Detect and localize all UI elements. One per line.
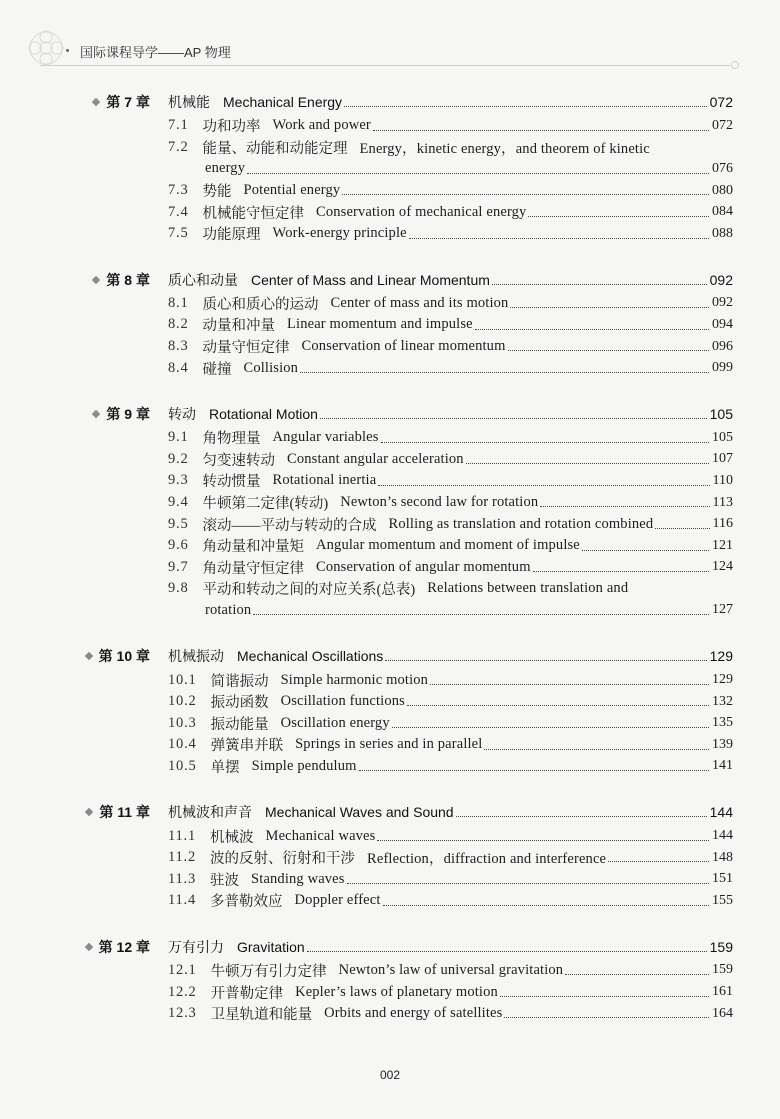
chapter-title-en: Gravitation bbox=[237, 938, 305, 955]
dot-leader bbox=[540, 506, 709, 507]
dot-leader bbox=[407, 705, 709, 706]
dot-leader bbox=[456, 816, 707, 817]
chapter-heading bbox=[0, 267, 780, 293]
chapter-number: 第 9 章 bbox=[106, 405, 150, 422]
section-page-number: 116 bbox=[712, 516, 733, 532]
section-title-cn: 功能原理 bbox=[202, 227, 261, 244]
section-page-number: 129 bbox=[712, 672, 733, 688]
chapter-page-number: 105 bbox=[709, 405, 733, 422]
section-title-en: Work and power bbox=[272, 117, 371, 134]
toc-entry bbox=[0, 756, 780, 778]
section-title-en: Simple harmonic motion bbox=[280, 671, 429, 688]
dot-leader bbox=[528, 216, 709, 217]
flower-ornament-icon bbox=[26, 28, 66, 68]
chapter-block bbox=[0, 799, 780, 911]
dot-leader bbox=[359, 770, 709, 771]
section-number: 9.8 bbox=[168, 580, 189, 597]
section-title-en: Rolling as translation and rotation combined bbox=[388, 515, 654, 532]
section-number: 9.3 bbox=[168, 472, 189, 489]
section-title-cn: 角动量和冲量矩 bbox=[202, 539, 305, 556]
dot-leader bbox=[320, 418, 707, 419]
dot-leader bbox=[504, 1017, 709, 1018]
dot-leader bbox=[381, 442, 709, 443]
section-page-number: 159 bbox=[712, 962, 733, 978]
chapter-number: 第 12 章 bbox=[98, 938, 150, 955]
toc-entry bbox=[0, 293, 780, 315]
section-title-en: Constant angular acceleration bbox=[287, 450, 464, 467]
section-title-en: Angular momentum and moment of impulse bbox=[316, 537, 580, 554]
chapter-label-group bbox=[78, 646, 150, 666]
chapter-title-cn: 机械波和声音 bbox=[168, 804, 252, 821]
section-page-number: 132 bbox=[712, 693, 733, 709]
section-title-cn: 角物理量 bbox=[202, 431, 261, 448]
section-title-cn: 驻波 bbox=[210, 872, 240, 889]
dot-leader bbox=[508, 350, 709, 351]
section-title-en: Energy，kinetic energy，and theorem of kinetic bbox=[359, 140, 650, 157]
section-page-number: 139 bbox=[712, 736, 733, 752]
section-title-en: Linear momentum and impulse bbox=[287, 316, 473, 333]
toc-entry bbox=[0, 137, 780, 159]
diamond-bullet-icon bbox=[92, 275, 100, 283]
section-title-cn: 振动函数 bbox=[210, 695, 269, 712]
chapter-block bbox=[0, 934, 780, 1025]
section-title-cn: 牛顿万有引力定律 bbox=[210, 963, 327, 980]
toc-entry bbox=[0, 470, 780, 492]
toc-entry bbox=[0, 180, 780, 202]
section-number: 10.5 bbox=[168, 757, 197, 774]
chapter-number: 第 11 章 bbox=[99, 804, 150, 821]
section-title-en: Rotational inertia bbox=[272, 472, 377, 489]
section-title-cn: 角动量守恒定律 bbox=[202, 560, 305, 577]
section-number: 9.2 bbox=[168, 450, 189, 467]
section-title-en: Center of mass and its motion bbox=[330, 294, 509, 311]
dot-leader bbox=[533, 571, 709, 572]
chapter-label-group bbox=[78, 802, 150, 822]
section-title-cn: 碰撞 bbox=[202, 361, 232, 378]
chapter-heading bbox=[0, 89, 780, 115]
rule-end-circle-icon bbox=[731, 61, 739, 69]
section-title-en: Orbits and energy of satellites bbox=[324, 1005, 503, 1022]
section-title-en: Mechanical waves bbox=[265, 827, 376, 844]
section-number: 9.4 bbox=[168, 494, 189, 511]
chapter-block bbox=[0, 643, 780, 777]
section-number: 8.1 bbox=[168, 294, 189, 311]
section-number: 7.3 bbox=[168, 182, 189, 199]
chapter-number: 第 8 章 bbox=[106, 271, 150, 288]
chapter-heading bbox=[0, 934, 780, 960]
toc-entry bbox=[0, 691, 780, 713]
toc-entry bbox=[0, 223, 780, 245]
chapter-title-en: Mechanical Energy bbox=[223, 94, 343, 110]
diamond-bullet-icon bbox=[84, 942, 92, 950]
section-page-number: 121 bbox=[712, 537, 733, 553]
chapter-heading bbox=[0, 401, 780, 427]
dot-leader bbox=[253, 614, 709, 615]
section-title-en: Collision bbox=[243, 359, 299, 376]
section-page-number: 144 bbox=[712, 828, 733, 844]
section-title-en: Conservation of linear momentum bbox=[301, 338, 506, 355]
section-page-number: 080 bbox=[712, 182, 733, 198]
section-page-number: 110 bbox=[712, 472, 733, 488]
chapter-title-cn: 万有引力 bbox=[168, 938, 224, 955]
toc-entry bbox=[0, 201, 780, 223]
section-title-cn: 动量和冲量 bbox=[202, 318, 276, 335]
toc-entry bbox=[0, 427, 780, 449]
section-page-number: 127 bbox=[712, 602, 733, 618]
section-title-cn: 机械能守恒定律 bbox=[202, 205, 305, 222]
dot-leader bbox=[565, 974, 709, 975]
toc-entry bbox=[0, 847, 780, 869]
chapter-number: 第 10 章 bbox=[98, 648, 150, 665]
dot-leader bbox=[307, 951, 707, 952]
section-title-en: Conservation of angular momentum bbox=[316, 558, 531, 575]
section-title-cn: 卫星轨道和能量 bbox=[210, 1007, 313, 1024]
section-title-cn: 波的反射、衍射和干涉 bbox=[210, 851, 356, 868]
toc-entry bbox=[0, 115, 780, 137]
dot-leader bbox=[377, 840, 709, 841]
section-number: 11.1 bbox=[168, 827, 197, 844]
toc-entry bbox=[0, 712, 780, 734]
section-page-number: 099 bbox=[712, 360, 733, 376]
bullet-dot-icon bbox=[66, 49, 69, 52]
section-number: 7.5 bbox=[168, 225, 189, 242]
table-of-contents bbox=[0, 89, 780, 1046]
dot-leader bbox=[655, 528, 709, 529]
dot-leader bbox=[247, 173, 709, 174]
chapter-block bbox=[0, 89, 780, 245]
section-title-en: Work-energy principle bbox=[272, 225, 407, 242]
section-page-number: 072 bbox=[712, 117, 733, 133]
toc-entry bbox=[0, 734, 780, 756]
section-page-number: 164 bbox=[712, 1005, 733, 1021]
chapter-block bbox=[0, 267, 780, 379]
section-page-number: 084 bbox=[712, 204, 733, 220]
section-number: 8.3 bbox=[168, 338, 189, 355]
section-title-cn: 简谐振动 bbox=[210, 673, 269, 690]
toc-entry bbox=[0, 1003, 780, 1025]
toc-entry bbox=[0, 513, 780, 535]
section-number: 12.3 bbox=[168, 1005, 197, 1022]
section-page-number: 094 bbox=[712, 316, 733, 332]
section-title-en: Angular variables bbox=[272, 429, 379, 446]
section-number: 10.2 bbox=[168, 693, 197, 710]
header-rule bbox=[40, 65, 730, 66]
diamond-bullet-icon bbox=[85, 808, 93, 816]
section-page-number: 107 bbox=[712, 451, 733, 467]
section-number: 9.6 bbox=[168, 537, 189, 554]
section-title-en: Springs in series and in parallel bbox=[295, 736, 483, 753]
chapter-page-number: 092 bbox=[709, 271, 733, 288]
toc-entry bbox=[0, 535, 780, 557]
section-title-en: Oscillation energy bbox=[280, 714, 390, 731]
section-title-en: Conservation of mechanical energy bbox=[316, 203, 527, 220]
dot-leader bbox=[342, 194, 709, 195]
section-page-number: 088 bbox=[712, 225, 733, 241]
toc-entry bbox=[0, 981, 780, 1003]
chapter-heading bbox=[0, 799, 780, 825]
section-title-en: Kepler’s laws of planetary motion bbox=[295, 983, 498, 1000]
section-title-en-continued: energy bbox=[205, 160, 246, 177]
section-number: 9.5 bbox=[168, 515, 189, 532]
section-number: 12.1 bbox=[168, 961, 197, 978]
section-number: 9.1 bbox=[168, 429, 189, 446]
section-title-en: Newton’s second law for rotation bbox=[340, 494, 539, 511]
section-number: 8.4 bbox=[168, 359, 189, 376]
toc-entry bbox=[0, 557, 780, 579]
section-title-cn: 多普勒效应 bbox=[210, 894, 283, 911]
chapter-title-cn: 机械振动 bbox=[168, 648, 224, 665]
running-header-title: 国际课程导学——AP 物理 bbox=[80, 45, 231, 60]
section-title-en: Doppler effect bbox=[294, 892, 381, 909]
chapter-title-en: Mechanical Oscillations bbox=[237, 648, 384, 665]
toc-entry bbox=[0, 669, 780, 691]
section-page-number: 105 bbox=[712, 429, 733, 445]
section-page-number: 151 bbox=[712, 871, 733, 887]
toc-entry bbox=[0, 492, 780, 514]
section-title-cn: 滚动——平动与转动的合成 bbox=[202, 517, 377, 534]
chapter-page-number: 159 bbox=[709, 938, 733, 955]
dot-leader bbox=[500, 996, 709, 997]
section-page-number: 155 bbox=[712, 892, 733, 908]
section-page-number: 124 bbox=[712, 559, 733, 575]
section-title-cn: 机械波 bbox=[210, 829, 254, 846]
dot-leader bbox=[383, 905, 709, 906]
section-number: 8.2 bbox=[168, 316, 189, 333]
section-title-en: Newton’s law of universal gravitation bbox=[338, 961, 564, 978]
section-number: 12.2 bbox=[168, 983, 197, 1000]
toc-entry bbox=[0, 868, 780, 890]
section-number: 7.4 bbox=[168, 203, 189, 220]
section-title-en: Standing waves bbox=[251, 870, 345, 887]
section-page-number: 113 bbox=[712, 494, 733, 510]
toc-entry bbox=[0, 314, 780, 336]
chapter-heading bbox=[0, 643, 780, 669]
running-header bbox=[0, 0, 780, 72]
chapter-label-group bbox=[78, 92, 150, 112]
section-title-cn: 开普勒定律 bbox=[210, 985, 284, 1002]
dot-leader bbox=[409, 238, 709, 239]
chapter-page-number: 072 bbox=[709, 94, 733, 110]
dot-leader bbox=[492, 284, 707, 285]
dot-leader bbox=[608, 861, 709, 862]
dot-leader bbox=[344, 106, 707, 107]
chapter-label-group bbox=[78, 937, 150, 957]
dot-leader bbox=[347, 883, 709, 884]
dot-leader bbox=[510, 307, 709, 308]
section-title-cn: 势能 bbox=[202, 184, 232, 201]
dot-leader bbox=[475, 329, 709, 330]
diamond-bullet-icon bbox=[92, 98, 100, 106]
toc-entry bbox=[0, 578, 780, 600]
section-title-en-continued: rotation bbox=[205, 601, 252, 618]
dot-leader bbox=[373, 130, 709, 131]
dot-leader bbox=[378, 485, 709, 486]
section-number: 11.2 bbox=[168, 849, 197, 866]
chapter-page-number: 129 bbox=[709, 648, 733, 665]
section-title-cn: 能量、动能和动能定理 bbox=[202, 140, 348, 157]
section-title-en: Reflection，diffraction and interference bbox=[367, 851, 607, 868]
chapter-label-group bbox=[78, 270, 150, 290]
dot-leader bbox=[300, 372, 709, 373]
section-number: 9.7 bbox=[168, 558, 189, 575]
chapter-title-cn: 转动 bbox=[168, 405, 196, 422]
dot-leader bbox=[466, 463, 709, 464]
section-title-cn: 振动能量 bbox=[210, 716, 269, 733]
section-number: 7.2 bbox=[168, 138, 189, 155]
dot-leader bbox=[582, 550, 709, 551]
chapter-block bbox=[0, 401, 780, 621]
chapter-title-en: Mechanical Waves and Sound bbox=[265, 804, 454, 821]
toc-entry bbox=[0, 336, 780, 358]
dot-leader bbox=[392, 727, 709, 728]
section-page-number: 092 bbox=[712, 295, 733, 311]
section-title-en: Simple pendulum bbox=[251, 757, 357, 774]
section-number: 11.3 bbox=[168, 870, 197, 887]
section-title-cn: 平动和转动之间的对应关系(总表) bbox=[202, 582, 416, 599]
chapter-title-cn: 质心和动量 bbox=[168, 271, 238, 288]
section-title-en: Relations between translation and bbox=[427, 580, 629, 597]
diamond-bullet-icon bbox=[92, 410, 100, 418]
section-title-cn: 质心和质心的运动 bbox=[202, 296, 319, 313]
section-page-number: 096 bbox=[712, 338, 733, 354]
dot-leader bbox=[430, 684, 709, 685]
section-title-cn: 动量守恒定律 bbox=[202, 340, 290, 357]
page-number: 002 bbox=[379, 1068, 401, 1082]
section-title-en: Oscillation functions bbox=[280, 693, 405, 710]
section-title-cn: 弹簧串并联 bbox=[210, 738, 284, 755]
section-page-number: 135 bbox=[712, 715, 733, 731]
dot-leader bbox=[385, 660, 706, 661]
section-page-number: 148 bbox=[712, 849, 733, 865]
toc-entry bbox=[0, 825, 780, 847]
toc-entry bbox=[0, 357, 780, 379]
section-title-cn: 匀变速转动 bbox=[202, 452, 276, 469]
section-title-en: Potential energy bbox=[243, 182, 341, 199]
chapter-label-group bbox=[78, 404, 150, 424]
section-title-cn: 单摆 bbox=[210, 759, 240, 776]
toc-entry bbox=[0, 960, 780, 982]
section-title-cn: 牛顿第二定律(转动) bbox=[202, 496, 329, 513]
chapter-number: 第 7 章 bbox=[106, 94, 150, 110]
chapter-title-en: Rotational Motion bbox=[209, 405, 318, 422]
section-number: 10.3 bbox=[168, 714, 197, 731]
section-number: 10.4 bbox=[168, 736, 197, 753]
chapter-title-en: Center of Mass and Linear Momentum bbox=[251, 271, 490, 288]
chapter-page-number: 144 bbox=[709, 804, 733, 821]
section-title-cn: 转动惯量 bbox=[202, 474, 261, 491]
section-number: 7.1 bbox=[168, 117, 189, 134]
toc-entry-continuation bbox=[0, 158, 780, 180]
section-page-number: 076 bbox=[712, 160, 733, 176]
section-title-cn: 功和功率 bbox=[202, 119, 261, 136]
section-page-number: 141 bbox=[712, 758, 733, 774]
diamond-bullet-icon bbox=[84, 652, 92, 660]
chapter-title-cn: 机械能 bbox=[168, 94, 210, 110]
toc-entry-continuation bbox=[0, 600, 780, 622]
toc-entry bbox=[0, 890, 780, 912]
section-number: 11.4 bbox=[168, 892, 197, 909]
toc-entry bbox=[0, 449, 780, 471]
section-page-number: 161 bbox=[712, 984, 733, 1000]
section-number: 10.1 bbox=[168, 671, 197, 688]
dot-leader bbox=[484, 749, 709, 750]
